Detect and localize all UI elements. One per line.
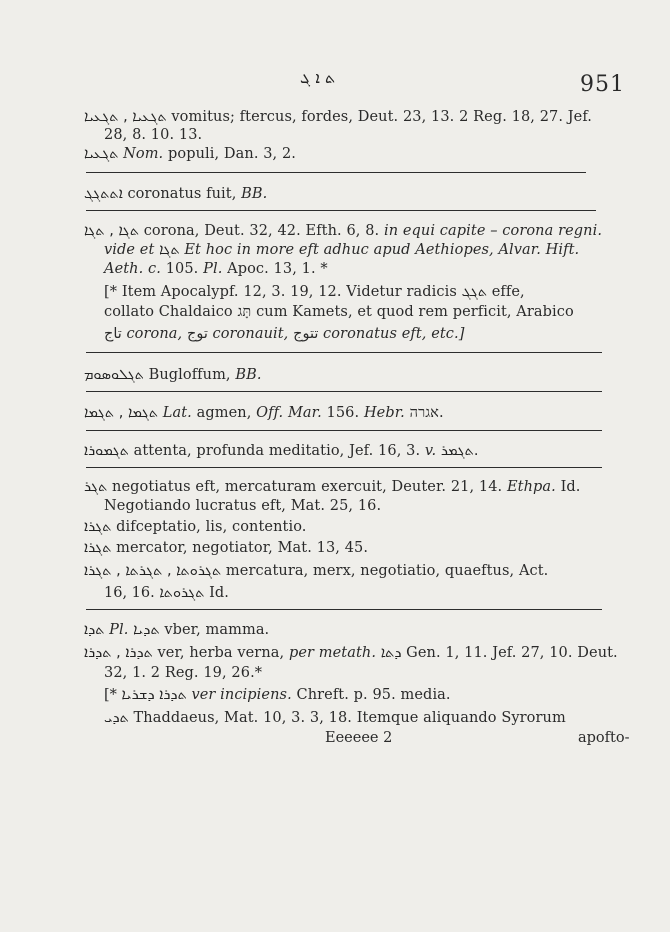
page-number: 951	[580, 72, 625, 97]
divider	[86, 467, 602, 468]
entry-nom-populi: ܬܓܥܝܐ Nom. populi, Dan. 3, 2.	[84, 146, 297, 162]
divider	[86, 352, 602, 353]
signature-mark: Eeeeee 2	[325, 730, 393, 746]
entry-thaddaeus: ܬܕܝ Thaddaeus, Mat. 10, 3. 3, 18. Itemque aliquando Syrorum	[104, 710, 566, 726]
entry-mercatura: ܬܓܪܘܬܐ , ܬܓܪܬܐ , ܬܓܪܐ mercatura, merx, negotiatio, quaeftus, Act.	[84, 563, 549, 579]
note-apocalypse: [* Item Apocalypf. 12, 3. 19, 12. Videtur radicis ܬܓܓ effe,	[104, 284, 525, 300]
entry-agmen: ܬܓܡܐ , ܬܓܡܐ Lat. agmen, Off. Mar. 156. Hebr. אגרה.	[84, 405, 444, 421]
entry-corona-cont: vide et ܬܓܐ Et hoc in more eft adhuc apud Aethiopes, Alvar. Hift.	[104, 242, 580, 258]
entry-vomitus-cont: 28, 8. 10. 13.	[104, 127, 203, 143]
entry-mercatura-cont: 16, 16. ܬܓܪܘܬܐ Id.	[104, 585, 229, 601]
entry-coronatus: ܐܬܬܓܓ coronatus fuit, BB.	[84, 186, 268, 202]
entry-bugloffum: ܬܓܠܘܣܘܡ Bugloffum, BB.	[84, 367, 262, 383]
note-ver-incipiens: [* ܬܕܪܐ ܕܫܪܝܐ ver incipiens. Chreft. p. 95. media.	[104, 687, 451, 703]
divider	[86, 609, 602, 610]
divider	[86, 210, 596, 211]
running-header-letters: ܬ ܐ ܓ	[300, 68, 336, 87]
note-chaldaic: collato Chaldaico תָּג cum Kamets, et quod rem perficit, Arabico	[104, 304, 574, 320]
entry-vber: ܬܕܐ Pl. ܬܕܝܐ vber, mamma.	[84, 622, 270, 638]
divider	[86, 172, 586, 173]
entry-disceptatio: ܬܓܪܐ difceptatio, lis, contentio.	[84, 519, 307, 535]
entry-negotiatus-cont: Negotiando lucratus eft, Mat. 25, 16.	[104, 498, 382, 514]
entry-meditatio: ܬܓܡܘܪܐ attenta, profunda meditatio, Jef. 16, 3. v. ܬܓܡܪ.	[84, 443, 479, 459]
divider	[86, 391, 602, 392]
divider	[86, 430, 602, 431]
entry-ver: ܬܕܪܐ , ܬܕܪܐ ver, herba verna, per metath. ܕܬܐ Gen. 1, 11. Jef. 27, 10. Deut.	[84, 645, 618, 661]
catchword: apofto-	[578, 730, 630, 746]
entry-vomitus: ܬܓܥܝܐ , ܬܓܥܝܐ vomitus; ftercus, fordes, Deut. 23, 13. 2 Reg. 18, 27. Jef.	[84, 109, 593, 125]
entry-corona: ܬܓܐ , ܬܓܐ corona, Deut. 32, 42. Efth. 6, 8. in equi capite – corona regni.	[84, 223, 603, 239]
entry-negotiatus: ܬܓܪ negotiatus eft, mercaturam exercuit, Deuter. 21, 14. Ethpa. Id.	[84, 479, 581, 495]
note-arabic: تاج corona, توج coronauit, تتوج coronatus eft, etc.]	[104, 326, 465, 342]
entry-mercator: ܬܓܪܐ mercator, negotiator, Mat. 13, 45.	[84, 540, 369, 556]
entry-ver-cont: 32, 1. 2 Reg. 19, 26.*	[104, 665, 263, 681]
entry-corona-cont2: Aeth. c. 105. Pl. Apoc. 13, 1. *	[104, 261, 328, 277]
